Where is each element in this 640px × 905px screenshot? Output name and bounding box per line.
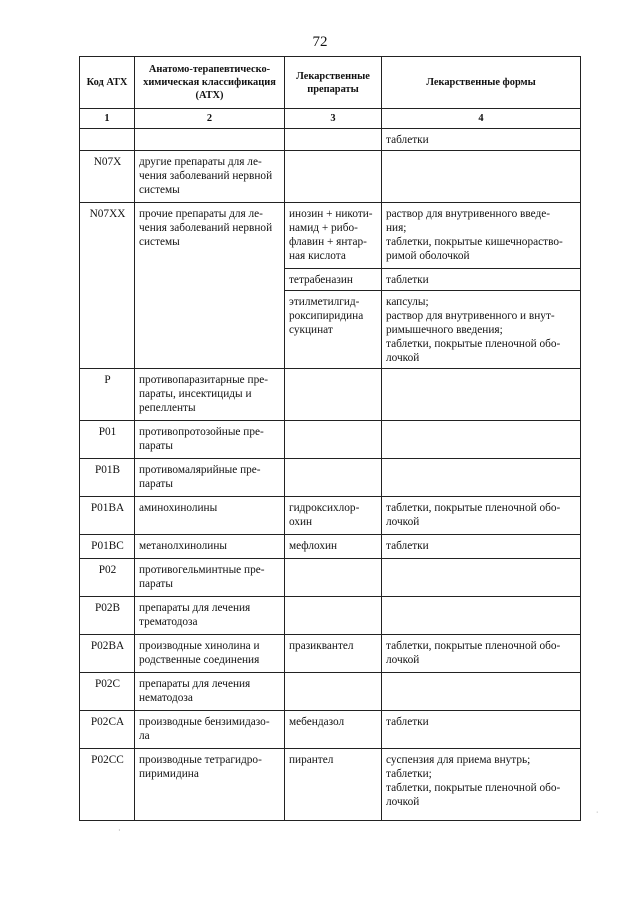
atx-code-cell: N07X bbox=[80, 151, 135, 203]
dosage-forms-cell: таблетки, покрытые пленочной обо- лочкой bbox=[382, 635, 581, 673]
column-index-row bbox=[80, 109, 581, 129]
atx-classification-cell: производные бензимидазо- ла bbox=[135, 711, 285, 749]
drug-name-cell: инозин + никоти- намид + рибо- флавин + янтар- ная кислота bbox=[285, 203, 382, 269]
page-number: 72 bbox=[312, 34, 328, 50]
header-forms: Лекарственные формы bbox=[382, 57, 581, 109]
table-row bbox=[80, 597, 581, 635]
table-row bbox=[80, 151, 581, 203]
atx-classification-cell: производные хинолина и родственные соединения bbox=[135, 635, 285, 673]
header-drugs: Лекарственные препараты bbox=[285, 57, 382, 109]
atx-code-cell bbox=[80, 129, 135, 151]
atx-code-cell: P02CA bbox=[80, 711, 135, 749]
table-row bbox=[80, 459, 581, 497]
drug-name-cell: мефлохин bbox=[285, 535, 382, 559]
atx-classification-cell: противопаразитарные пре- параты, инсектициды и репелленты bbox=[135, 369, 285, 421]
table-row bbox=[80, 203, 581, 269]
atx-code-cell: N07XX bbox=[80, 203, 135, 369]
header-classification: Анатомо-терапевтическо- химическая классификация (АТХ) bbox=[135, 57, 285, 109]
atx-classification-cell: противопротозойные пре- параты bbox=[135, 421, 285, 459]
dosage-forms-cell: капсулы; раствор для внутривенного и внут- римышечного введения; таблетки, покрытые пленочной обо- лочкой bbox=[382, 291, 581, 369]
drug-name-cell bbox=[285, 459, 382, 497]
dosage-forms-cell bbox=[382, 673, 581, 711]
atx-classification-cell: метанолхинолины bbox=[135, 535, 285, 559]
dosage-forms-cell: таблетки bbox=[382, 711, 581, 749]
atx-code-cell: P02B bbox=[80, 597, 135, 635]
atx-code-cell: P02CC bbox=[80, 749, 135, 821]
atx-code-cell: P02 bbox=[80, 559, 135, 597]
column-index: 2 bbox=[135, 109, 285, 129]
drug-name-cell: гидроксихлор- охин bbox=[285, 497, 382, 535]
table-row bbox=[80, 129, 581, 151]
drug-name-cell bbox=[285, 673, 382, 711]
table-row bbox=[80, 421, 581, 459]
table-row bbox=[80, 673, 581, 711]
atx-code-cell: P01B bbox=[80, 459, 135, 497]
drug-name-cell bbox=[285, 559, 382, 597]
dosage-forms-cell: суспензия для приема внутрь; таблетки; таблетки, покрытые пленочной обо- лочкой bbox=[382, 749, 581, 821]
drug-name-cell bbox=[285, 369, 382, 421]
dosage-forms-cell: таблетки, покрытые пленочной обо- лочкой bbox=[382, 497, 581, 535]
atx-classification-cell: противогельминтные пре- параты bbox=[135, 559, 285, 597]
drug-name-cell: этилметилгид- роксипиридина сукцинат bbox=[285, 291, 382, 369]
table-row bbox=[80, 559, 581, 597]
atx-code-cell: P bbox=[80, 369, 135, 421]
table-row bbox=[80, 497, 581, 535]
table-row bbox=[80, 711, 581, 749]
atx-classification-cell: противомалярийные пре- параты bbox=[135, 459, 285, 497]
atx-code-cell: P01BC bbox=[80, 535, 135, 559]
drug-name-cell: тетрабеназин bbox=[285, 269, 382, 291]
table-row bbox=[80, 369, 581, 421]
drug-name-cell: празиквантел bbox=[285, 635, 382, 673]
atx-code-cell: P02BA bbox=[80, 635, 135, 673]
atx-classification-cell: препараты для лечения нематодоза bbox=[135, 673, 285, 711]
scan-speck: ᐧ bbox=[596, 808, 599, 817]
drug-name-cell: мебендазол bbox=[285, 711, 382, 749]
column-index: 4 bbox=[382, 109, 581, 129]
table-header-row bbox=[80, 57, 581, 109]
dosage-forms-cell bbox=[382, 459, 581, 497]
column-index: 1 bbox=[80, 109, 135, 129]
drug-name-cell bbox=[285, 597, 382, 635]
dosage-forms-cell bbox=[382, 597, 581, 635]
column-index: 3 bbox=[285, 109, 382, 129]
dosage-forms-cell: таблетки bbox=[382, 535, 581, 559]
atx-classification-cell: производные тетрагидро- пиримидина bbox=[135, 749, 285, 821]
atx-code-cell: P01BA bbox=[80, 497, 135, 535]
table-row bbox=[80, 635, 581, 673]
atx-classification-cell: другие препараты для ле- чения заболеваний нервной системы bbox=[135, 151, 285, 203]
dosage-forms-cell bbox=[382, 369, 581, 421]
atx-classification-cell bbox=[135, 129, 285, 151]
atx-classification-cell: препараты для лечения трематодоза bbox=[135, 597, 285, 635]
dosage-forms-cell bbox=[382, 559, 581, 597]
table-body bbox=[80, 129, 581, 821]
drug-name-cell bbox=[285, 129, 382, 151]
atx-table bbox=[79, 56, 581, 821]
table-row bbox=[80, 749, 581, 821]
drug-name-cell bbox=[285, 151, 382, 203]
atx-code-cell: P01 bbox=[80, 421, 135, 459]
table-row bbox=[80, 535, 581, 559]
atx-code-cell: P02C bbox=[80, 673, 135, 711]
atx-classification-cell: прочие препараты для ле- чения заболеваний нервной системы bbox=[135, 203, 285, 369]
drug-name-cell bbox=[285, 421, 382, 459]
dosage-forms-cell bbox=[382, 421, 581, 459]
header-code: Код АТХ bbox=[80, 57, 135, 109]
scan-speck: · bbox=[118, 826, 121, 835]
dosage-forms-cell: раствор для внутривенного введе- ния; таблетки, покрытые кишечнораство- римой оболочкой bbox=[382, 203, 581, 269]
atx-classification-cell: аминохинолины bbox=[135, 497, 285, 535]
dosage-forms-cell bbox=[382, 151, 581, 203]
dosage-forms-cell: таблетки bbox=[382, 129, 581, 151]
drug-name-cell: пирантел bbox=[285, 749, 382, 821]
dosage-forms-cell: таблетки bbox=[382, 269, 581, 291]
